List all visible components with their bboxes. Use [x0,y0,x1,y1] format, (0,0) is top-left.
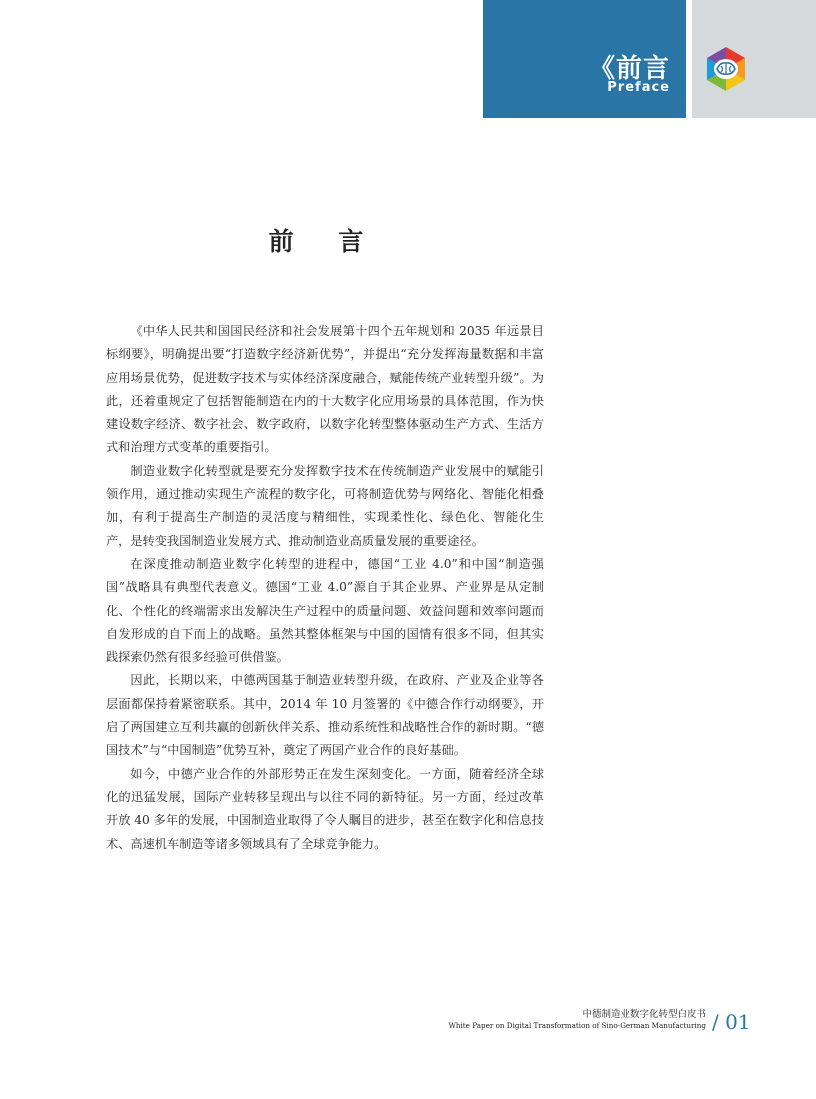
paragraph-5: 如今，中德产业合作的外部形势正在发生深刻变化。一方面，随着经济全球化的迅猛发展，国际产业转移呈现出与以往不同的新特征。另一方面，经过改革开放 40 多年的发展，中国制造业取得了令人瞩目的进步，甚至在数字化和信息技术、高速机车制造等诸多领域具有了全球竞争能力。 [106,766,544,851]
paragraph-1: 《中华人民共和国国民经济和社会发展第十四个五年规划和 2035 年远景目标纲要》，明确提出要“打造数字经济新优势”，并提出“充分发挥海量数据和丰富应用场景优势，促进数字技术与实体经济深度融合，赋能传统产业转型升级”。为此，还着重规定了包括智能制造在内的十大数字化应用场景的具体范围，作为快建设数字经济、数字社会、数字政府，以数字化转型整体驱动生产方式、生活方式和治理方式变革的重要指引。 [106,324,544,455]
footer-title-cn: 中德制造业数字化转型白皮书 [582,1009,706,1020]
page-number: / 01 [712,1010,751,1034]
footer-title-en: White Paper on Digital Transformation of Sino-German Manufacturing [448,1021,706,1030]
hexagon-brain-logo-icon [702,45,750,93]
paragraph-2: 制造业数字化转型就是要充分发挥数字技术在传统制造产业发展中的赋能引领作用，通过推动实现生产流程的数字化，可将制造优势与网络化、智能化相叠加，有利于提高生产制造的灵活度与精细性，实现柔性化、绿色化、智能化生产，是转变我国制造业发展方式、推动制造业高质量发展的重要途径。 [106,463,544,548]
paragraph-3: 在深度推动制造业数字化转型的进程中，德国“工业 4.0”和中国“制造强国”战略具有典型代表意义。德国“工业 4.0”源自于其企业界、产业界是从定制化、个性化的终端需求出发解决生产过程中的质量问题、效益问题和效率问题而自发形成的自下而上的战略。虽然其整体框架与中国的国情有很多不同，但其实践探索仍然有很多经验可供借鉴。 [106,556,544,665]
header-title: 《前言 [588,54,670,84]
header-banner [483,0,686,118]
page-title: 前 言 [268,227,382,256]
paragraph-4: 因此，长期以来，中德两国基于制造业转型升级，在政府、产业及企业等各层面都保持着紧密联系。其中，2014 年 10 月签署的《中德合作行动纲要》，开启了两国建立互利共赢的创新伙伴关系、推动系统性和战略性合作的新时期。“德国技术”与“中国制造”优势互补，奠定了两国产业合作的良好基础。 [106,673,544,758]
preface-body [106,320,544,856]
header-subtitle: Preface [607,80,670,95]
